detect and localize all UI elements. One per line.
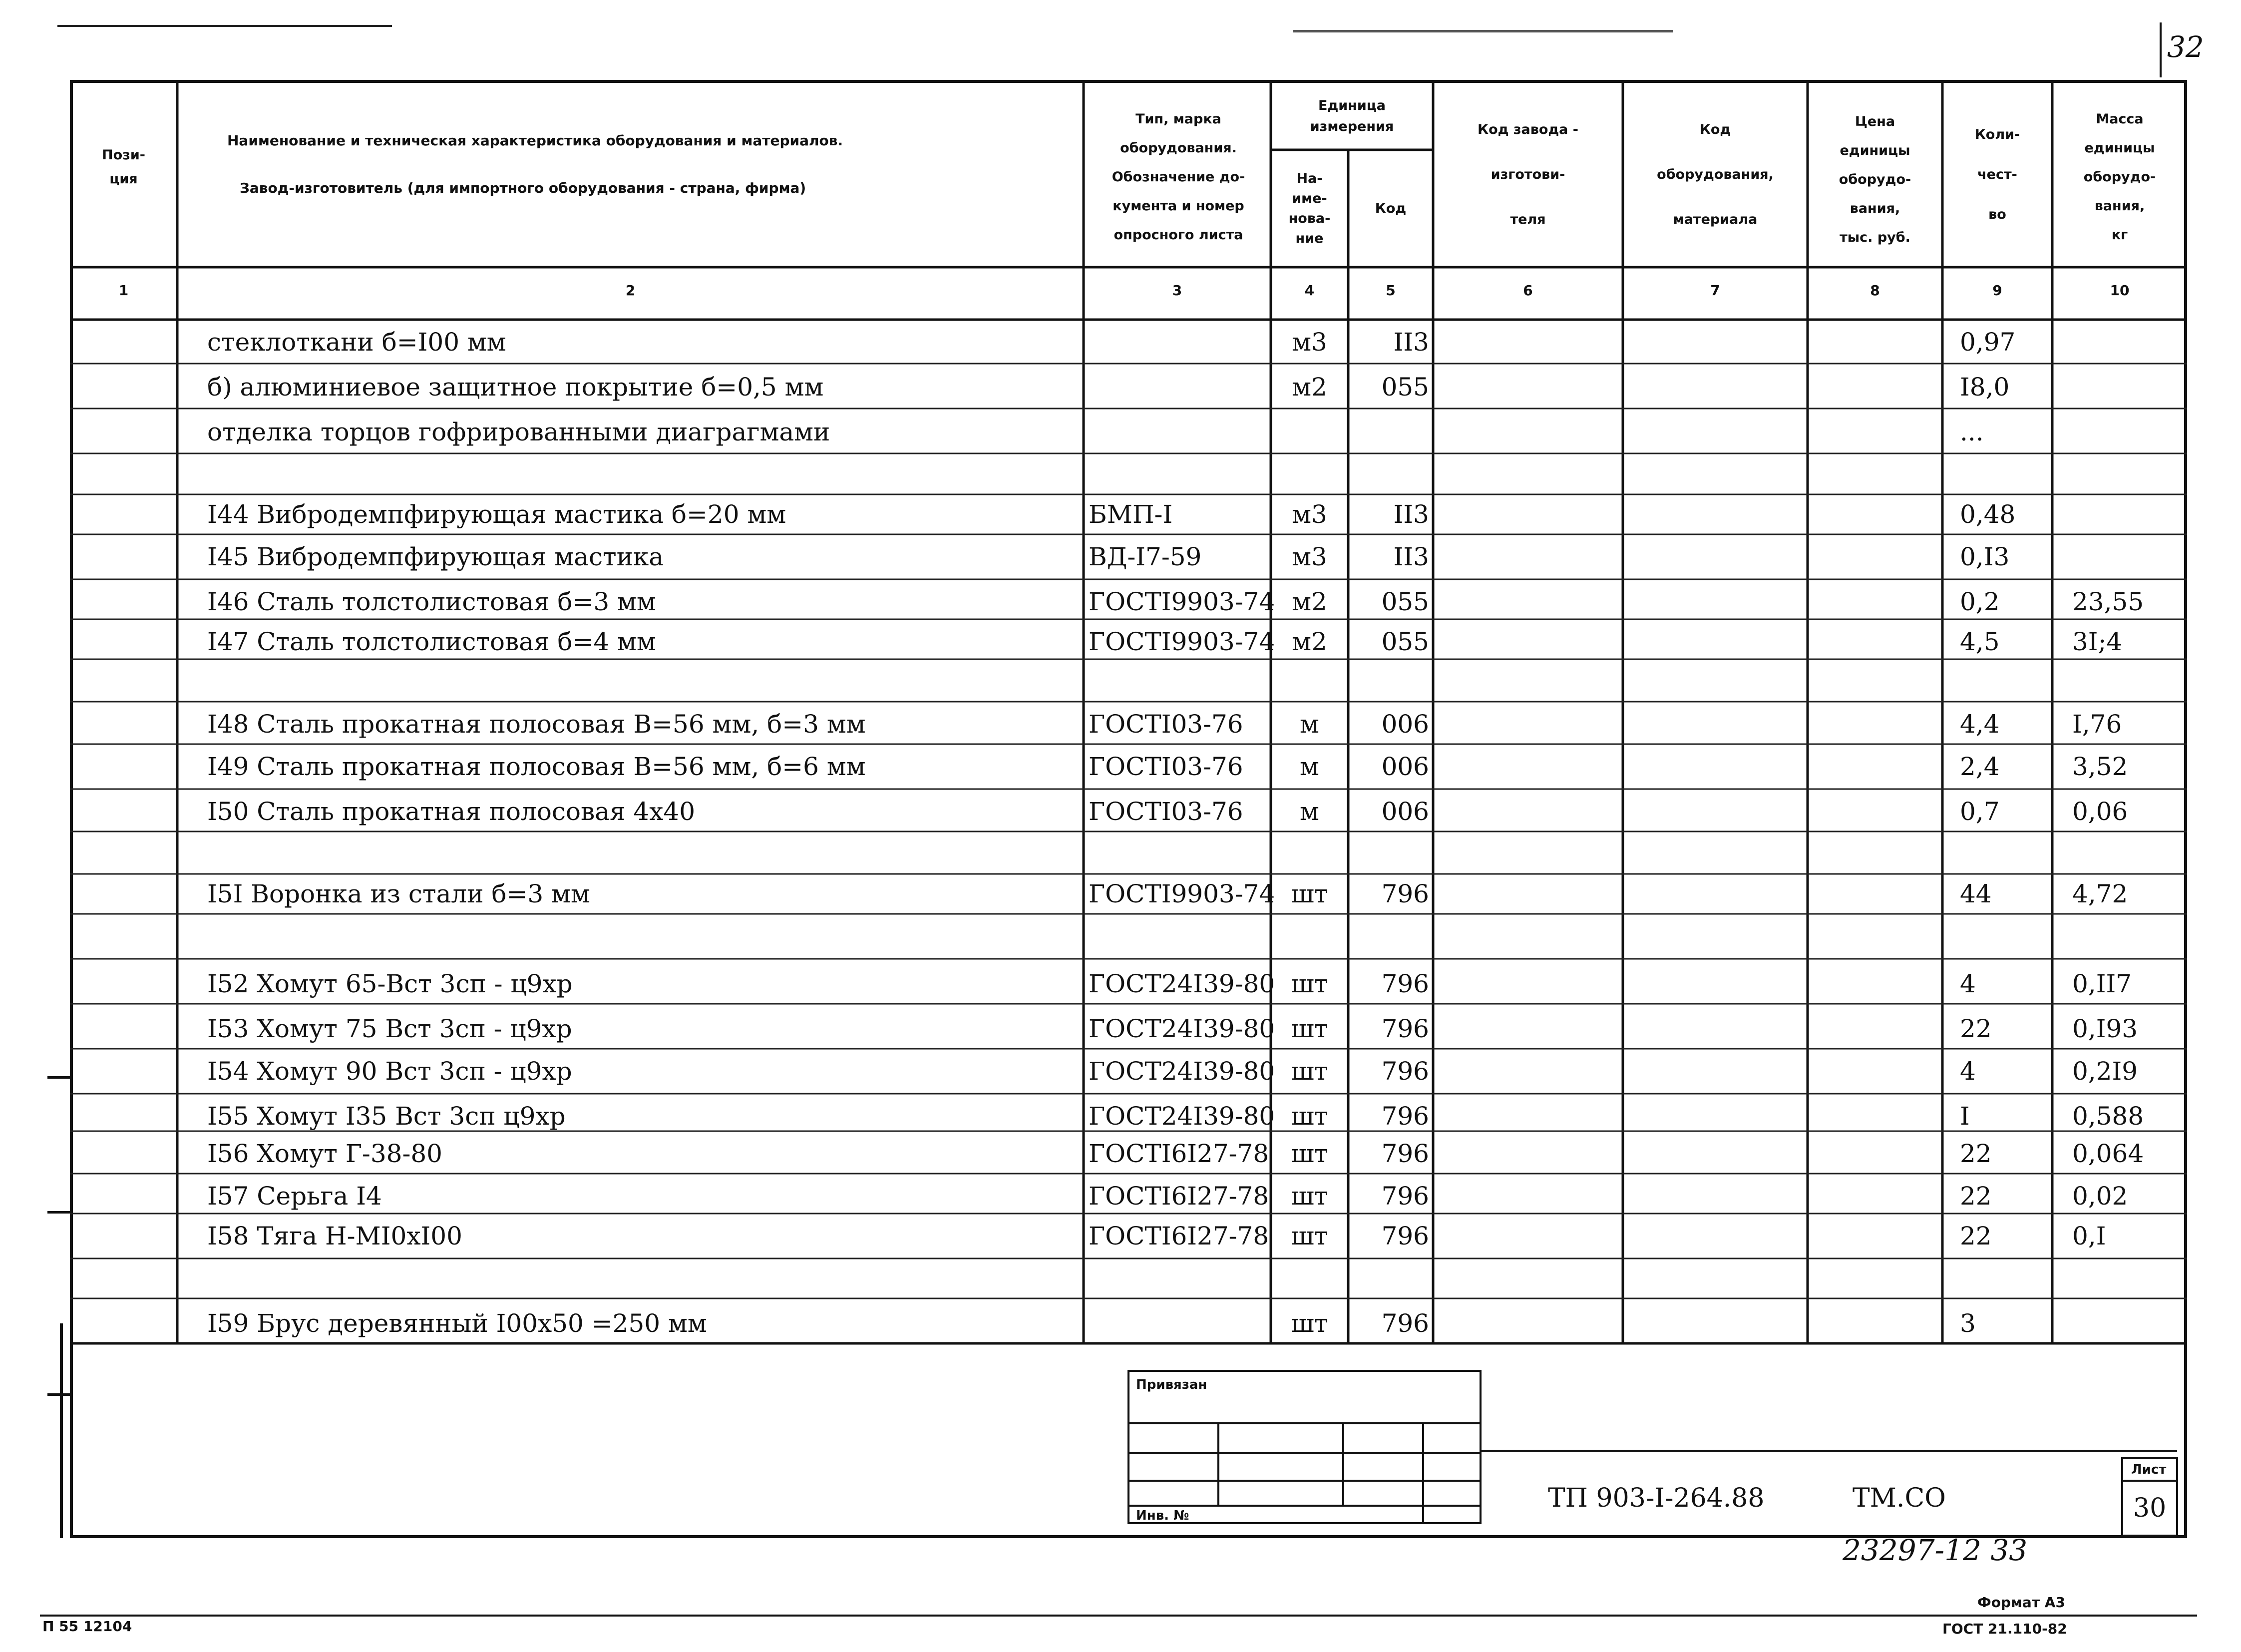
sheet-label: Лист [2131, 1462, 2167, 1477]
item-document: ГОСТ24I39-80 [1089, 1014, 1275, 1043]
item-mass: 0,588 [2072, 1102, 2144, 1131]
header-position: Пози- ция [102, 147, 145, 187]
item-quantity: I8,0 [1960, 373, 2010, 402]
item-mass: 0,06 [2072, 797, 2128, 826]
item-unit-code: 796 [1381, 969, 1429, 998]
item-name: I54 Хомут 90 Вст 3сп - ц9хр [207, 1057, 572, 1086]
item-name: I59 Брус деревянный I00х50 =250 мм [207, 1309, 707, 1338]
item-unit-code: 796 [1381, 1057, 1429, 1086]
item-document: ГОСТI6I27-78 [1089, 1139, 1269, 1168]
item-quantity: 4 [1960, 969, 1976, 998]
item-name: I53 Хомут 75 Вст 3сп - ц9хр [207, 1014, 572, 1043]
item-unit: м3 [1292, 328, 1327, 357]
item-mass: 3,52 [2072, 752, 2128, 781]
item-document: БМП-I [1089, 500, 1173, 529]
item-unit: м [1300, 797, 1319, 826]
item-quantity: 22 [1960, 1139, 1992, 1168]
item-document: ГОСТ24I39-80 [1089, 1057, 1275, 1086]
item-document: ВД-I7-59 [1089, 542, 1202, 571]
item-unit-code: 796 [1381, 1139, 1429, 1168]
privyazan-label: Привязан [1136, 1377, 1207, 1392]
item-mass: 0,I [2072, 1222, 2106, 1250]
item-quantity: 44 [1960, 879, 1992, 908]
item-unit: шт [1291, 1182, 1328, 1211]
item-quantity: I [1960, 1102, 1970, 1131]
item-unit: м3 [1292, 542, 1327, 571]
item-document: ГОСТI03-76 [1089, 797, 1243, 826]
item-name: I55 Хомут I35 Вст 3сп ц9хр [207, 1102, 566, 1131]
item-quantity: 0,97 [1960, 328, 2016, 357]
item-name: стеклоткани б=I00 мм [207, 328, 506, 357]
column-number: 8 [1870, 282, 1880, 299]
column-number: 2 [625, 282, 636, 299]
item-name: I52 Хомут 65-Вст 3сп - ц9хр [207, 969, 573, 998]
item-unit: шт [1291, 1102, 1328, 1131]
item-unit: м2 [1292, 627, 1327, 656]
item-quantity: 0,I3 [1960, 542, 2010, 571]
column-number: 7 [1710, 282, 1720, 299]
item-quantity: 4 [1960, 1057, 1976, 1086]
handwritten-number: 23297-12 33 [1843, 1533, 2028, 1567]
item-unit-code: 006 [1381, 710, 1429, 739]
item-unit: м [1300, 710, 1319, 739]
item-mass: 0,064 [2072, 1139, 2144, 1168]
item-unit-code: 796 [1381, 1014, 1429, 1043]
item-quantity: 4,4 [1960, 710, 2000, 739]
header-quantity: Коли- чест- во [1974, 127, 2020, 222]
item-quantity: ... [1960, 417, 1984, 446]
item-quantity: 2,4 [1960, 752, 2000, 781]
item-name: I48 Сталь прокатная полосовая В=56 мм, б=3 мм [207, 710, 866, 739]
item-document: ГОСТI6I27-78 [1089, 1222, 1269, 1250]
item-mass: 0,02 [2072, 1182, 2128, 1211]
item-unit-code: 006 [1381, 752, 1429, 781]
format-label: Формат А3 [1977, 1594, 2065, 1611]
item-unit-code: II3 [1393, 500, 1429, 529]
item-name: I50 Сталь прокатная полосовая 4х40 [207, 797, 696, 826]
item-document: ГОСТI03-76 [1089, 710, 1243, 739]
item-unit: м3 [1292, 500, 1327, 529]
item-unit: м2 [1292, 373, 1327, 402]
item-document: ГОСТI9903-74 [1089, 627, 1275, 656]
item-name: I49 Сталь прокатная полосовая В=56 мм, б=6 мм [207, 752, 866, 781]
item-unit: м2 [1292, 587, 1327, 616]
header-unit-code: Код [1375, 200, 1407, 216]
header-equipment-code: Код оборудования, материала [1657, 122, 1774, 227]
sheet-number: 30 [2133, 1493, 2167, 1523]
inventory-number-label: Инв. № [1136, 1508, 1189, 1523]
document-code: ТП 903-I-264.88 [1548, 1483, 1765, 1513]
item-name: I46 Сталь толстолистовая б=3 мм [207, 587, 656, 616]
item-unit-code: 796 [1381, 879, 1429, 908]
item-unit: шт [1291, 1222, 1328, 1250]
item-name: I57 Серьга I4 [207, 1182, 382, 1211]
item-mass: 23,55 [2072, 587, 2144, 616]
header-name-line2: Завод-изготовитель (для импортного оборудования - страна, фирма) [240, 180, 806, 196]
item-document: ГОСТI9903-74 [1089, 879, 1275, 908]
item-unit-code: 796 [1381, 1222, 1429, 1250]
item-unit-code: 796 [1381, 1182, 1429, 1211]
item-quantity: 3 [1960, 1309, 1976, 1338]
item-unit-code: 055 [1381, 587, 1429, 616]
item-quantity: 0,2 [1960, 587, 2000, 616]
item-mass: 0,II7 [2072, 969, 2132, 998]
header-unit-price: Цена единицы оборудо- вания, тыс. руб. [1839, 114, 1911, 245]
form-code: П 55 12104 [42, 1618, 132, 1635]
item-unit-code: II3 [1393, 328, 1429, 357]
item-document: ГОСТ24I39-80 [1089, 1102, 1275, 1131]
item-quantity: 4,5 [1960, 627, 2000, 656]
item-document: ГОСТI6I27-78 [1089, 1182, 1269, 1211]
column-number: 1 [118, 282, 129, 299]
item-quantity: 0,48 [1960, 500, 2016, 529]
item-quantity: 0,7 [1960, 797, 2000, 826]
item-mass: 4,72 [2072, 879, 2128, 908]
header-unit-group: Единица измерения [1310, 97, 1394, 134]
item-unit: шт [1291, 1309, 1328, 1338]
item-name: I45 Вибродемпфирующая мастика [207, 542, 664, 571]
header-type: Тип, марка оборудования. Обозначение до- кумента и номер опросного листа [1112, 111, 1245, 243]
item-mass: I,76 [2072, 710, 2122, 739]
column-number: 4 [1304, 282, 1315, 299]
item-unit-code: 796 [1381, 1102, 1429, 1131]
item-mass: 0,I93 [2072, 1014, 2138, 1043]
item-unit: шт [1291, 879, 1328, 908]
item-document: ГОСТI03-76 [1089, 752, 1243, 781]
item-mass: 3I;4 [2072, 627, 2123, 656]
item-mass: 0,2I9 [2072, 1057, 2138, 1086]
item-document: ГОСТ24I39-80 [1089, 969, 1275, 998]
item-name: I5I Воронка из стали б=3 мм [207, 879, 590, 908]
header-plant-code: Код завода - изготови- теля [1478, 122, 1578, 227]
column-number: 5 [1386, 282, 1396, 299]
gost-label: ГОСТ 21.110-82 [1942, 1621, 2067, 1637]
item-document: ГОСТI9903-74 [1089, 587, 1275, 616]
item-name: отделка торцов гофрированными диаграгмами [207, 417, 830, 446]
item-unit: шт [1291, 1139, 1328, 1168]
document-mark: ТМ.СО [1853, 1483, 1946, 1513]
item-name: I44 Вибродемпфирующая мастика б=20 мм [207, 500, 786, 529]
item-name: I47 Сталь толстолистовая б=4 мм [207, 627, 656, 656]
item-name: I56 Хомут Г-38-80 [207, 1139, 442, 1168]
item-unit-code: 055 [1381, 627, 1429, 656]
item-unit: шт [1291, 1014, 1328, 1043]
item-name: б) алюминиевое защитное покрытие б=0,5 мм [207, 373, 824, 402]
column-number: 10 [2110, 282, 2130, 299]
column-number: 9 [1992, 282, 2002, 299]
item-unit: шт [1291, 969, 1328, 998]
item-unit-code: 796 [1381, 1309, 1429, 1338]
header-mass: Масса единицы оборудо- вания, кг [2083, 111, 2156, 243]
item-unit-code: II3 [1393, 542, 1429, 571]
item-unit-code: 006 [1381, 797, 1429, 826]
item-unit: м [1300, 752, 1319, 781]
item-unit: шт [1291, 1057, 1328, 1086]
sheet-corner-number: 32 [2167, 30, 2204, 64]
item-name: I58 Тяга Н-МI0хI00 [207, 1222, 462, 1250]
header-unit-name: На- име- нова- ние [1288, 170, 1331, 246]
column-number: 6 [1523, 282, 1533, 299]
column-number: 3 [1172, 282, 1182, 299]
item-quantity: 22 [1960, 1182, 1992, 1211]
item-unit-code: 055 [1381, 373, 1429, 402]
header-name-line1: Наименование и техническая характеристика оборудования и материалов. [227, 132, 843, 149]
item-quantity: 22 [1960, 1222, 1992, 1250]
item-quantity: 22 [1960, 1014, 1992, 1043]
